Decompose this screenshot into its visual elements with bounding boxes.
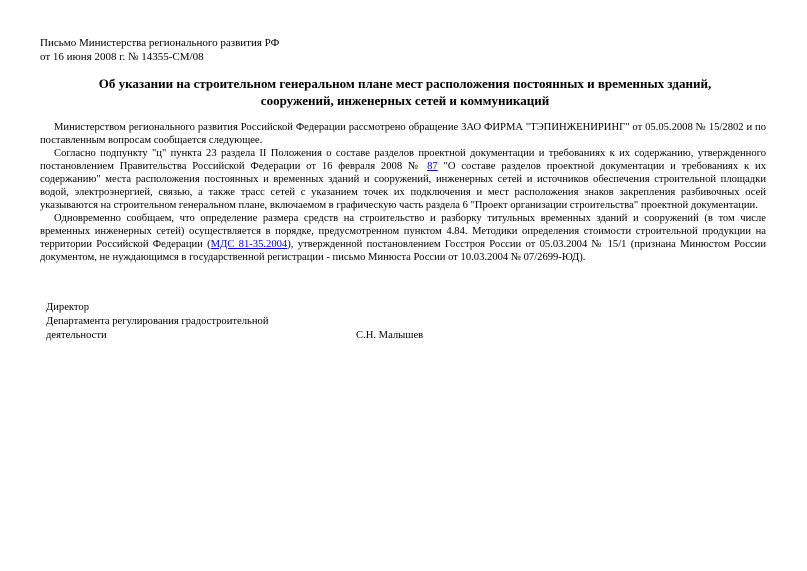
decree-87-link[interactable]: 87 [427,161,438,172]
title-line-1: Об указании на строительном генеральном плане мест расположения постоянных и временных зданий, [98,76,712,91]
paragraph-2-text-start: Согласно подпункту "ц" пункта 23 раздела II Положения о составе разделов проектной документации и требованиях к их содержанию, утвержденного постановлением Правительства Российской Федерации от 16 февраля 2008 № [40,148,766,172]
document-date-number-line: от 16 июня 2008 г. № 14355-СМ/08 [40,51,204,63]
signature-position-line-1: Директор [46,302,89,313]
signatory-name: С.Н. Малышев [356,330,424,341]
paragraph-3-text-start: Одновременно сообщаем, что определение размера средств на строительство и разборку титульных временных зданий и сооружений (в том числе временных инженерных сетей) осуществляется в порядке, предусмотренном пунктом 4.84. Методики определения стоимости строительной продукции на территории Российской Федерации ( [40,213,766,250]
signature-position-line-3: деятельности [46,330,107,341]
paragraph-3-text-end: ), утвержденной постановлением Госстроя России от 05.03.2004 № 15/1 (признана Минюстом России документом, не нуждающимся в государственной регистрации - письмо Минюста России от 10.03.2004 № 07/2699-ЮД). [40,239,766,263]
paragraph-3 [40,212,766,264]
paragraph-2 [40,147,766,212]
document-title [40,75,770,109]
mds-81-35-2004-link[interactable]: МДС 81-35.2004 [210,239,288,250]
title-line-2: сооружений, инженерных сетей и коммуникаций [260,93,550,108]
document-source-line: Письмо Министерства регионального развития РФ [40,37,280,49]
signature-position-line-2: Департамента регулирования градостроительной [46,316,269,327]
paragraph-1: Министерством регионального развития Российской Федерации рассмотрено обращение ЗАО ФИРМА "ТЭПИНЖЕНИРИНГ" от 05.05.2008 № 15/2802 и по поставленным вопросам сообщается следующее. [40,122,766,146]
document-body [40,121,766,264]
paragraph-2-text-end: "О составе разделов проектной документации и требованиях к их содержанию" места расположения постоянных и временных зданий и сооружений, инженерных сетей и источников обеспечения строительной площадки водой, электроэнергией, связью, а также трасс сетей с указанием точек их подключения и мест расположения знаков закрепления разбивочных осей указываются на строительном генеральном плане, включаемом в графическую часть раздела 6 "Проект организации строительства" проектной документации. [40,161,766,211]
